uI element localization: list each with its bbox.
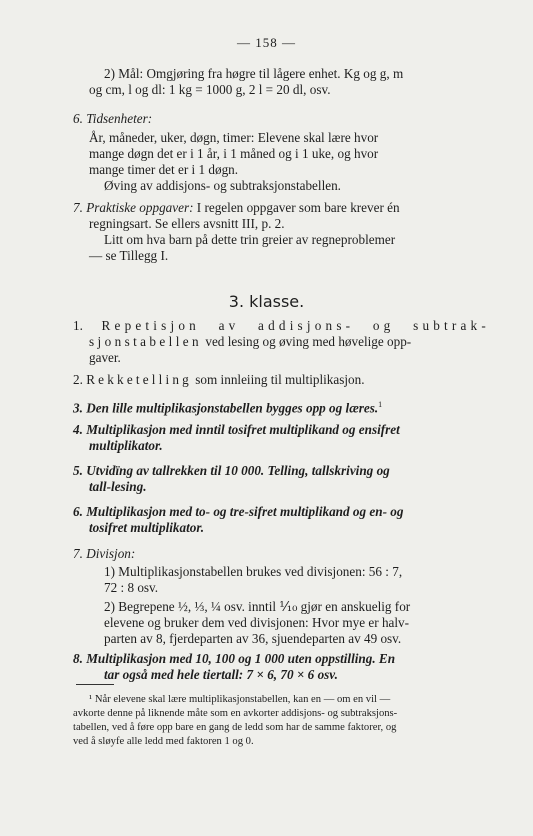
item1-line1 xyxy=(73,318,490,334)
item7-heading xyxy=(73,546,135,562)
item8-line1 xyxy=(73,651,395,667)
footnote-line3: tabellen, ved å føre opp bare en gang de ledd som har de samme faktorer, og xyxy=(73,722,397,733)
item4-line1 xyxy=(73,422,400,438)
item-number: 1. xyxy=(73,318,83,333)
item6-top-line4: Øving av addisjons- og subtraksjonstabellen. xyxy=(104,178,341,193)
item7-sub2-line2: elevene og bruker dem ved divisjonen: Hvor mye er halv- xyxy=(104,615,410,630)
item6-line1 xyxy=(73,504,403,520)
item-number: 5. xyxy=(73,463,83,478)
item7-sub2-line3: parten av 8, fjerdeparten av 36, sjuendeparten av 49 osv. xyxy=(104,631,402,646)
item1-line2 xyxy=(89,334,411,350)
item1-line3: gaver. xyxy=(89,350,121,365)
item7-sub1-line2: 72 : 8 osv. xyxy=(104,580,159,595)
footnote-line4: ved å sløyfe alle ledd med faktoren 1 og 0. xyxy=(73,736,254,747)
spaced-word: subtrak- xyxy=(413,318,490,333)
footnote-ref: 1 xyxy=(378,400,383,409)
spaced-word: av xyxy=(218,318,240,333)
item7-sub2-line1: 2) Begrepene ½, ⅓, ¼ osv. inntil ⅒ gjør en anskuelig for xyxy=(104,599,411,614)
line-text: Multiplikasjon med 10, 100 og 1 000 uten oppstilling. En xyxy=(86,651,396,666)
item3-line xyxy=(73,397,382,416)
item2-rekketelling xyxy=(73,372,365,388)
item-number: 6. xyxy=(73,111,83,126)
spaced-word: sjonstabellen xyxy=(89,334,203,349)
item6-top-line1: År, måneder, uker, døgn, timer: Elevene skal lære hvor xyxy=(89,130,379,145)
item-number: 4. xyxy=(73,422,83,437)
footnote-line2: avkorte denne på liknende måte som en avkorter addisjons- og subtraksjons- xyxy=(73,708,398,719)
item-number: 8. xyxy=(73,651,83,666)
item7-top-line2: regningsart. Se ellers avsnitt III, p. 2. xyxy=(89,216,285,231)
item-number: 7. xyxy=(73,200,83,215)
item6-line2: tosifret multiplikator. xyxy=(89,520,205,535)
spaced-word: og xyxy=(372,318,395,333)
item2-line2: og cm, l og dl: 1 kg = 1000 g, 2 l = 20 dl, osv. xyxy=(89,82,331,97)
heading-text: Praktiske oppgaver: xyxy=(86,200,194,215)
section-heading: 3. klasse. xyxy=(228,292,305,311)
item-number: 6. xyxy=(73,504,83,519)
item-number: 7. xyxy=(73,546,83,561)
item7-top-line4: — se Tillegg I. xyxy=(89,248,169,263)
line-text: Utvidïng av tallrekken til 10 000. Telling, tallskriving og xyxy=(86,463,390,478)
heading-text: Divisjon: xyxy=(86,546,136,561)
footnote-line1: ¹ Når elevene skal lære multiplikasjonstabellen, kan en — om en vil — xyxy=(89,694,391,705)
item8-line2: tar også med hele tiertall: 7 × 6, 70 × 6 osv. xyxy=(104,667,338,682)
spaced-word: Repetisjon xyxy=(101,318,200,333)
item5-line1 xyxy=(73,463,390,479)
heading-text: Tidsenheter: xyxy=(86,111,153,126)
item5-line2: tall-lesing. xyxy=(89,479,147,494)
line-text: Multiplikasjon med inntil tosifret multiplikand og ensifret xyxy=(86,422,400,437)
line-text: Den lille multiplikasjonstabellen bygges opp og læres. xyxy=(86,400,379,416)
line-text: ved lesing og øving med høvelige opp- xyxy=(205,334,412,349)
item7-sub1-line1: 1) Multiplikasjonstabellen brukes ved divisjonen: 56 : 7, xyxy=(104,564,403,579)
line-text: Multiplikasjon med to- og tre-sifret multiplikand og en- og xyxy=(86,504,404,519)
line-text: I regelen oppgaver som bare krever én xyxy=(196,200,400,215)
item7-top-line3: Litt om hva barn på dette trin greier av regneproblemer xyxy=(104,232,396,247)
item6-top-line2: mange døgn det er i 1 år, i 1 måned og i 1 uke, og hvor xyxy=(89,146,379,161)
item4-line2: multiplikator. xyxy=(89,438,163,453)
spaced-word: Rekketelling xyxy=(86,372,192,387)
line-text: som innleiing til multiplikasjon. xyxy=(195,372,365,387)
spaced-word: addisjons- xyxy=(258,318,355,333)
item-number: 3. xyxy=(73,400,83,416)
page-number: — 158 — xyxy=(237,35,296,50)
item6-top-line3: mange timer det er i 1 døgn. xyxy=(89,162,239,177)
item6-top-heading xyxy=(73,111,152,127)
item-number: 2. xyxy=(73,372,83,387)
item7-top-line1 xyxy=(73,200,400,216)
item2-line1: 2) Mål: Omgjøring fra høgre til lågere enhet. Kg og g, m xyxy=(104,66,404,81)
footnote-rule xyxy=(76,684,114,685)
